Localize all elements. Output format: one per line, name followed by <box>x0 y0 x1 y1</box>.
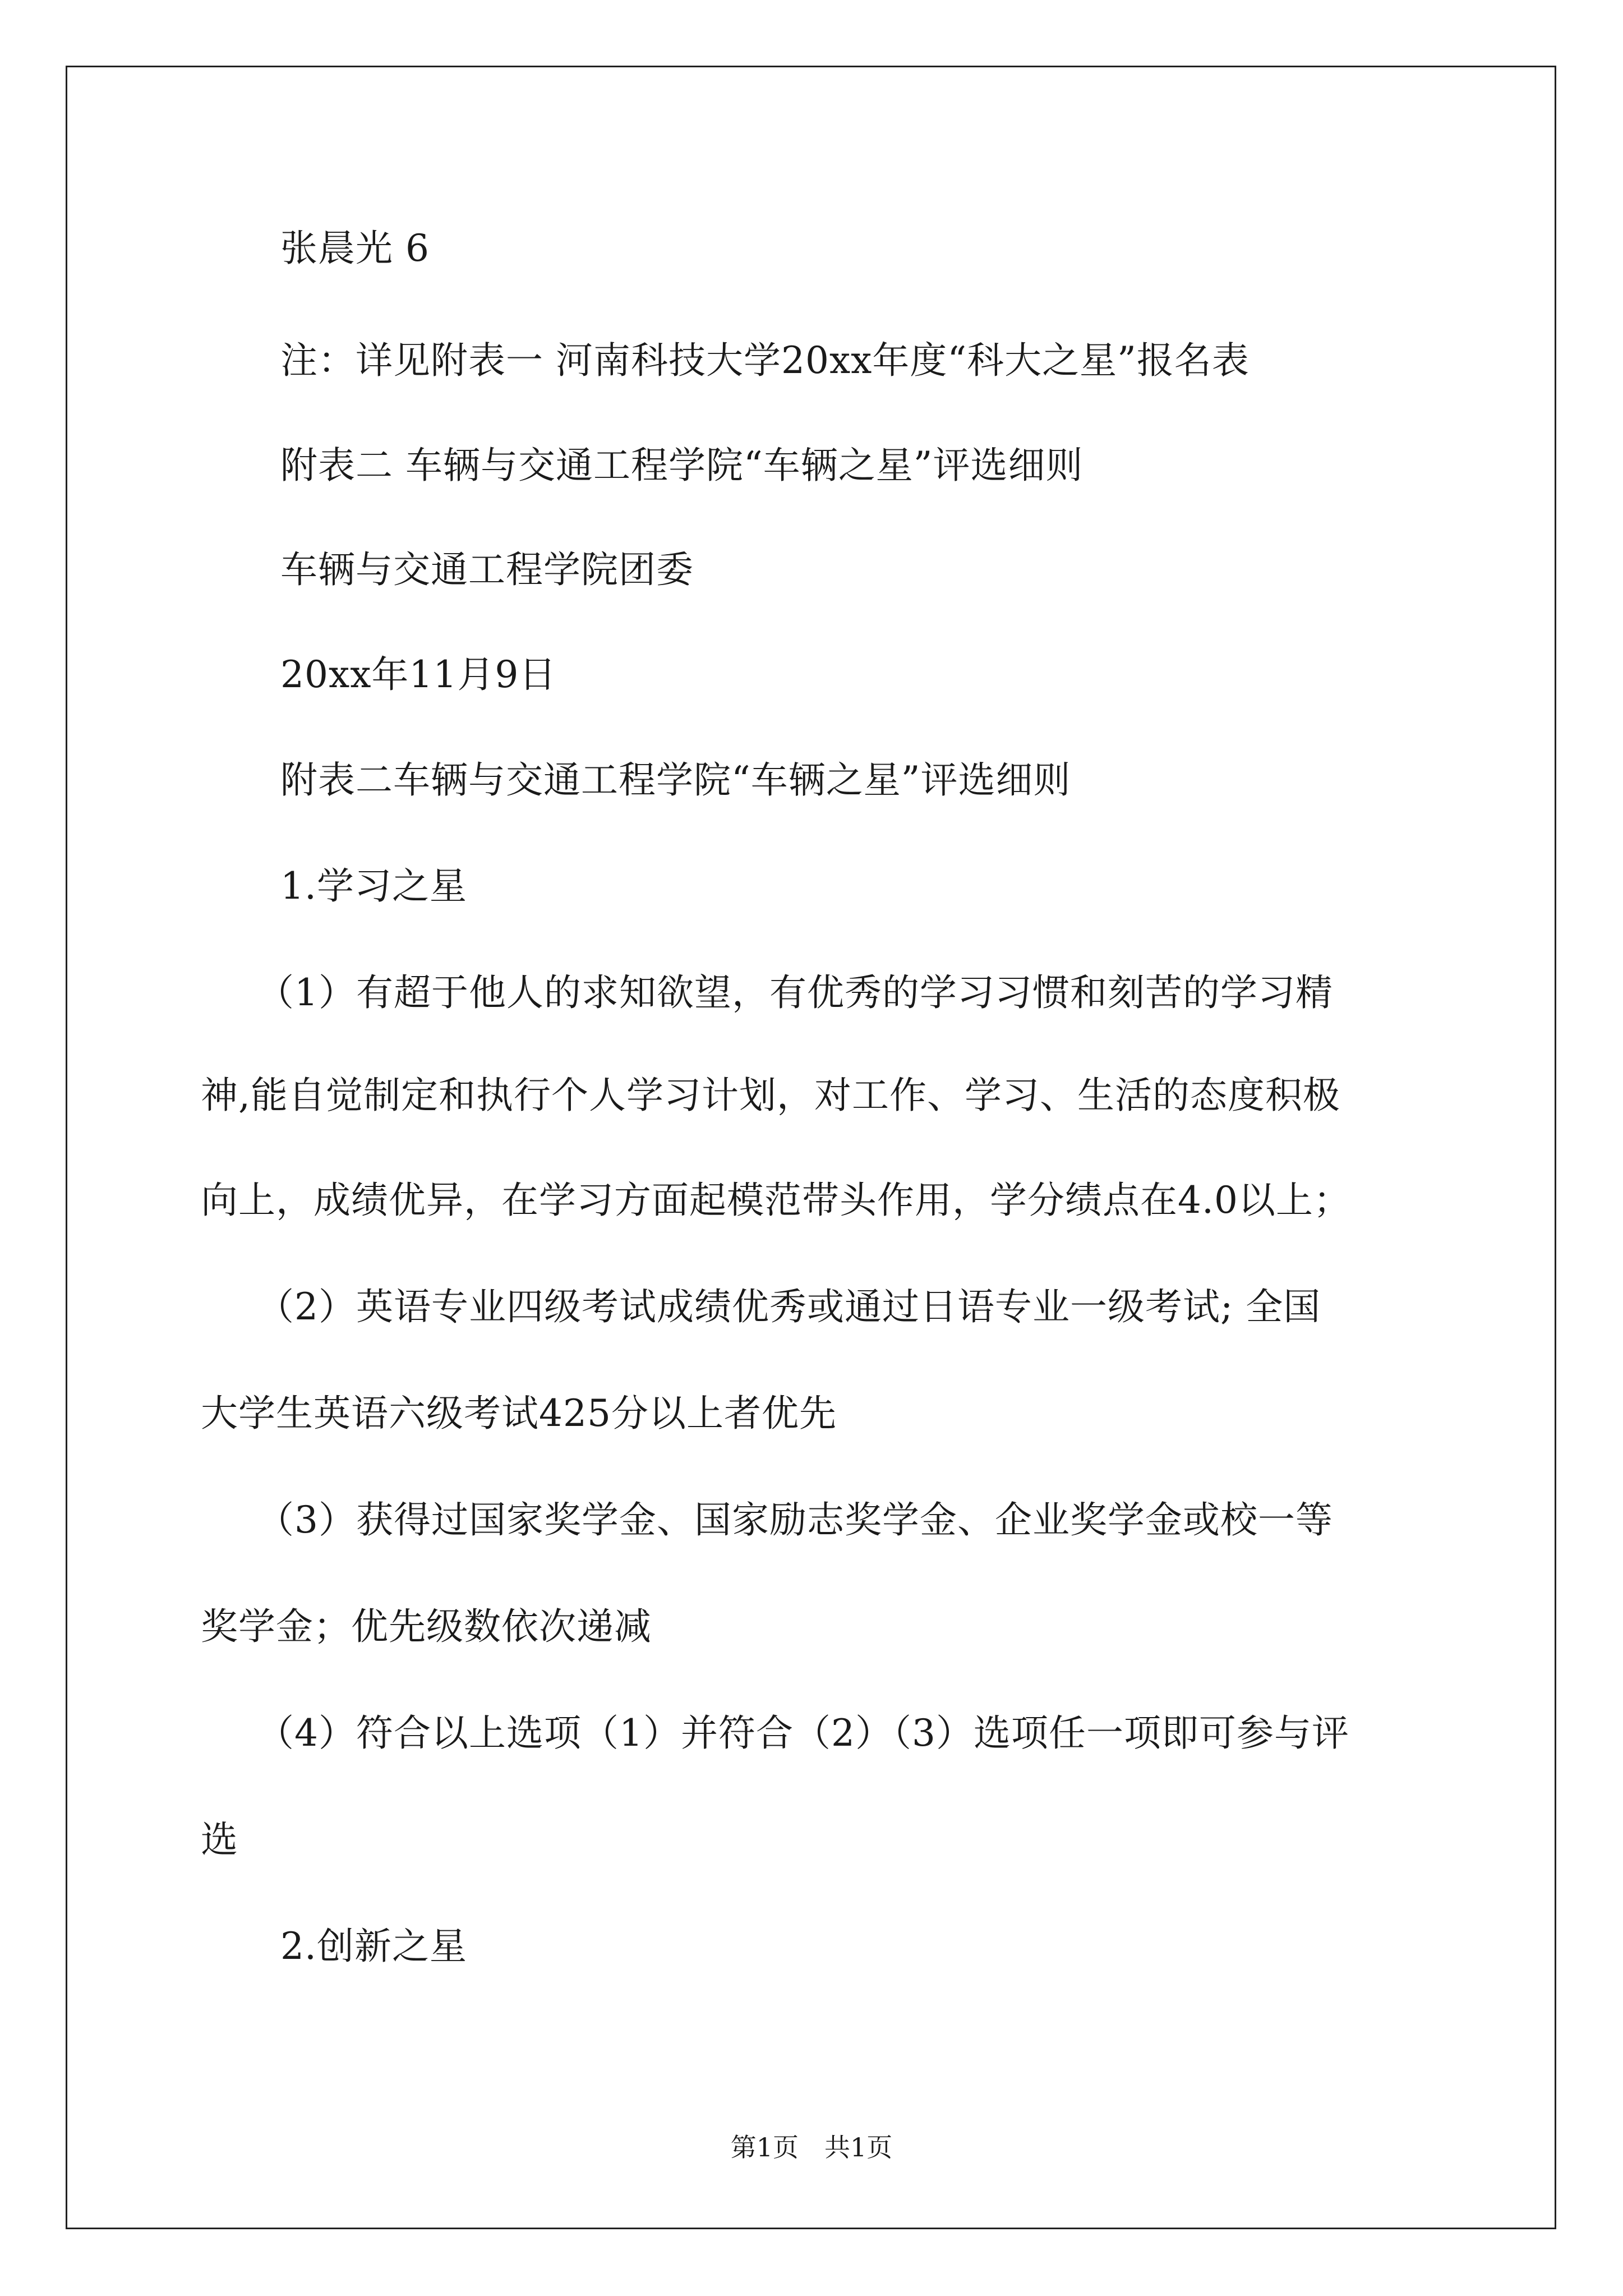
text-line: （3）获得过国家奖学金、国家励志奖学金、企业奖学金或校一等 <box>257 1498 1333 1542</box>
text-line: 附表二 车辆与交通工程学院“车辆之星”评选细则 <box>280 444 1083 487</box>
text-line: 2.创新之星 <box>280 1925 467 1968</box>
text-line: 向上，成绩优异，在学习方面起模范带头作用，学分绩点在4.0以上； <box>201 1179 1351 1222</box>
text-line: （4）符合以上选项（1）并符合（2）（3）选项任一项即可参与评 <box>257 1711 1349 1755</box>
text-line: 大学生英语六级考试425分以上者优先 <box>201 1392 837 1435</box>
text-line: 1.学习之星 <box>280 864 467 908</box>
text-line: 20xx年11月9日 <box>280 653 557 696</box>
text-line: 选 <box>201 1818 238 1861</box>
text-line: 奖学金；优先级数依次递减 <box>201 1605 652 1648</box>
text-line: 注：详见附表一 河南科技大学20xx年度“科大之星”报名表 <box>280 339 1249 382</box>
page-footer: 第1页 共1页 <box>730 2132 893 2162</box>
text-line: （2）英语专业四级考试成绩优秀或通过日语专业一级考试; 全国 <box>257 1285 1321 1328</box>
text-line: 张晨光 6 <box>280 227 430 270</box>
text-line: （1）有超于他人的求知欲望，有优秀的学习习惯和刻苦的学习精 <box>257 971 1333 1014</box>
text-line: 附表二车辆与交通工程学院“车辆之星”评选细则 <box>280 758 1071 802</box>
text-line: 车辆与交通工程学院团委 <box>280 548 694 591</box>
text-line: 神,能自觉制定和执行个人学习计划，对工作、学习、生活的态度积极 <box>201 1074 1340 1117</box>
